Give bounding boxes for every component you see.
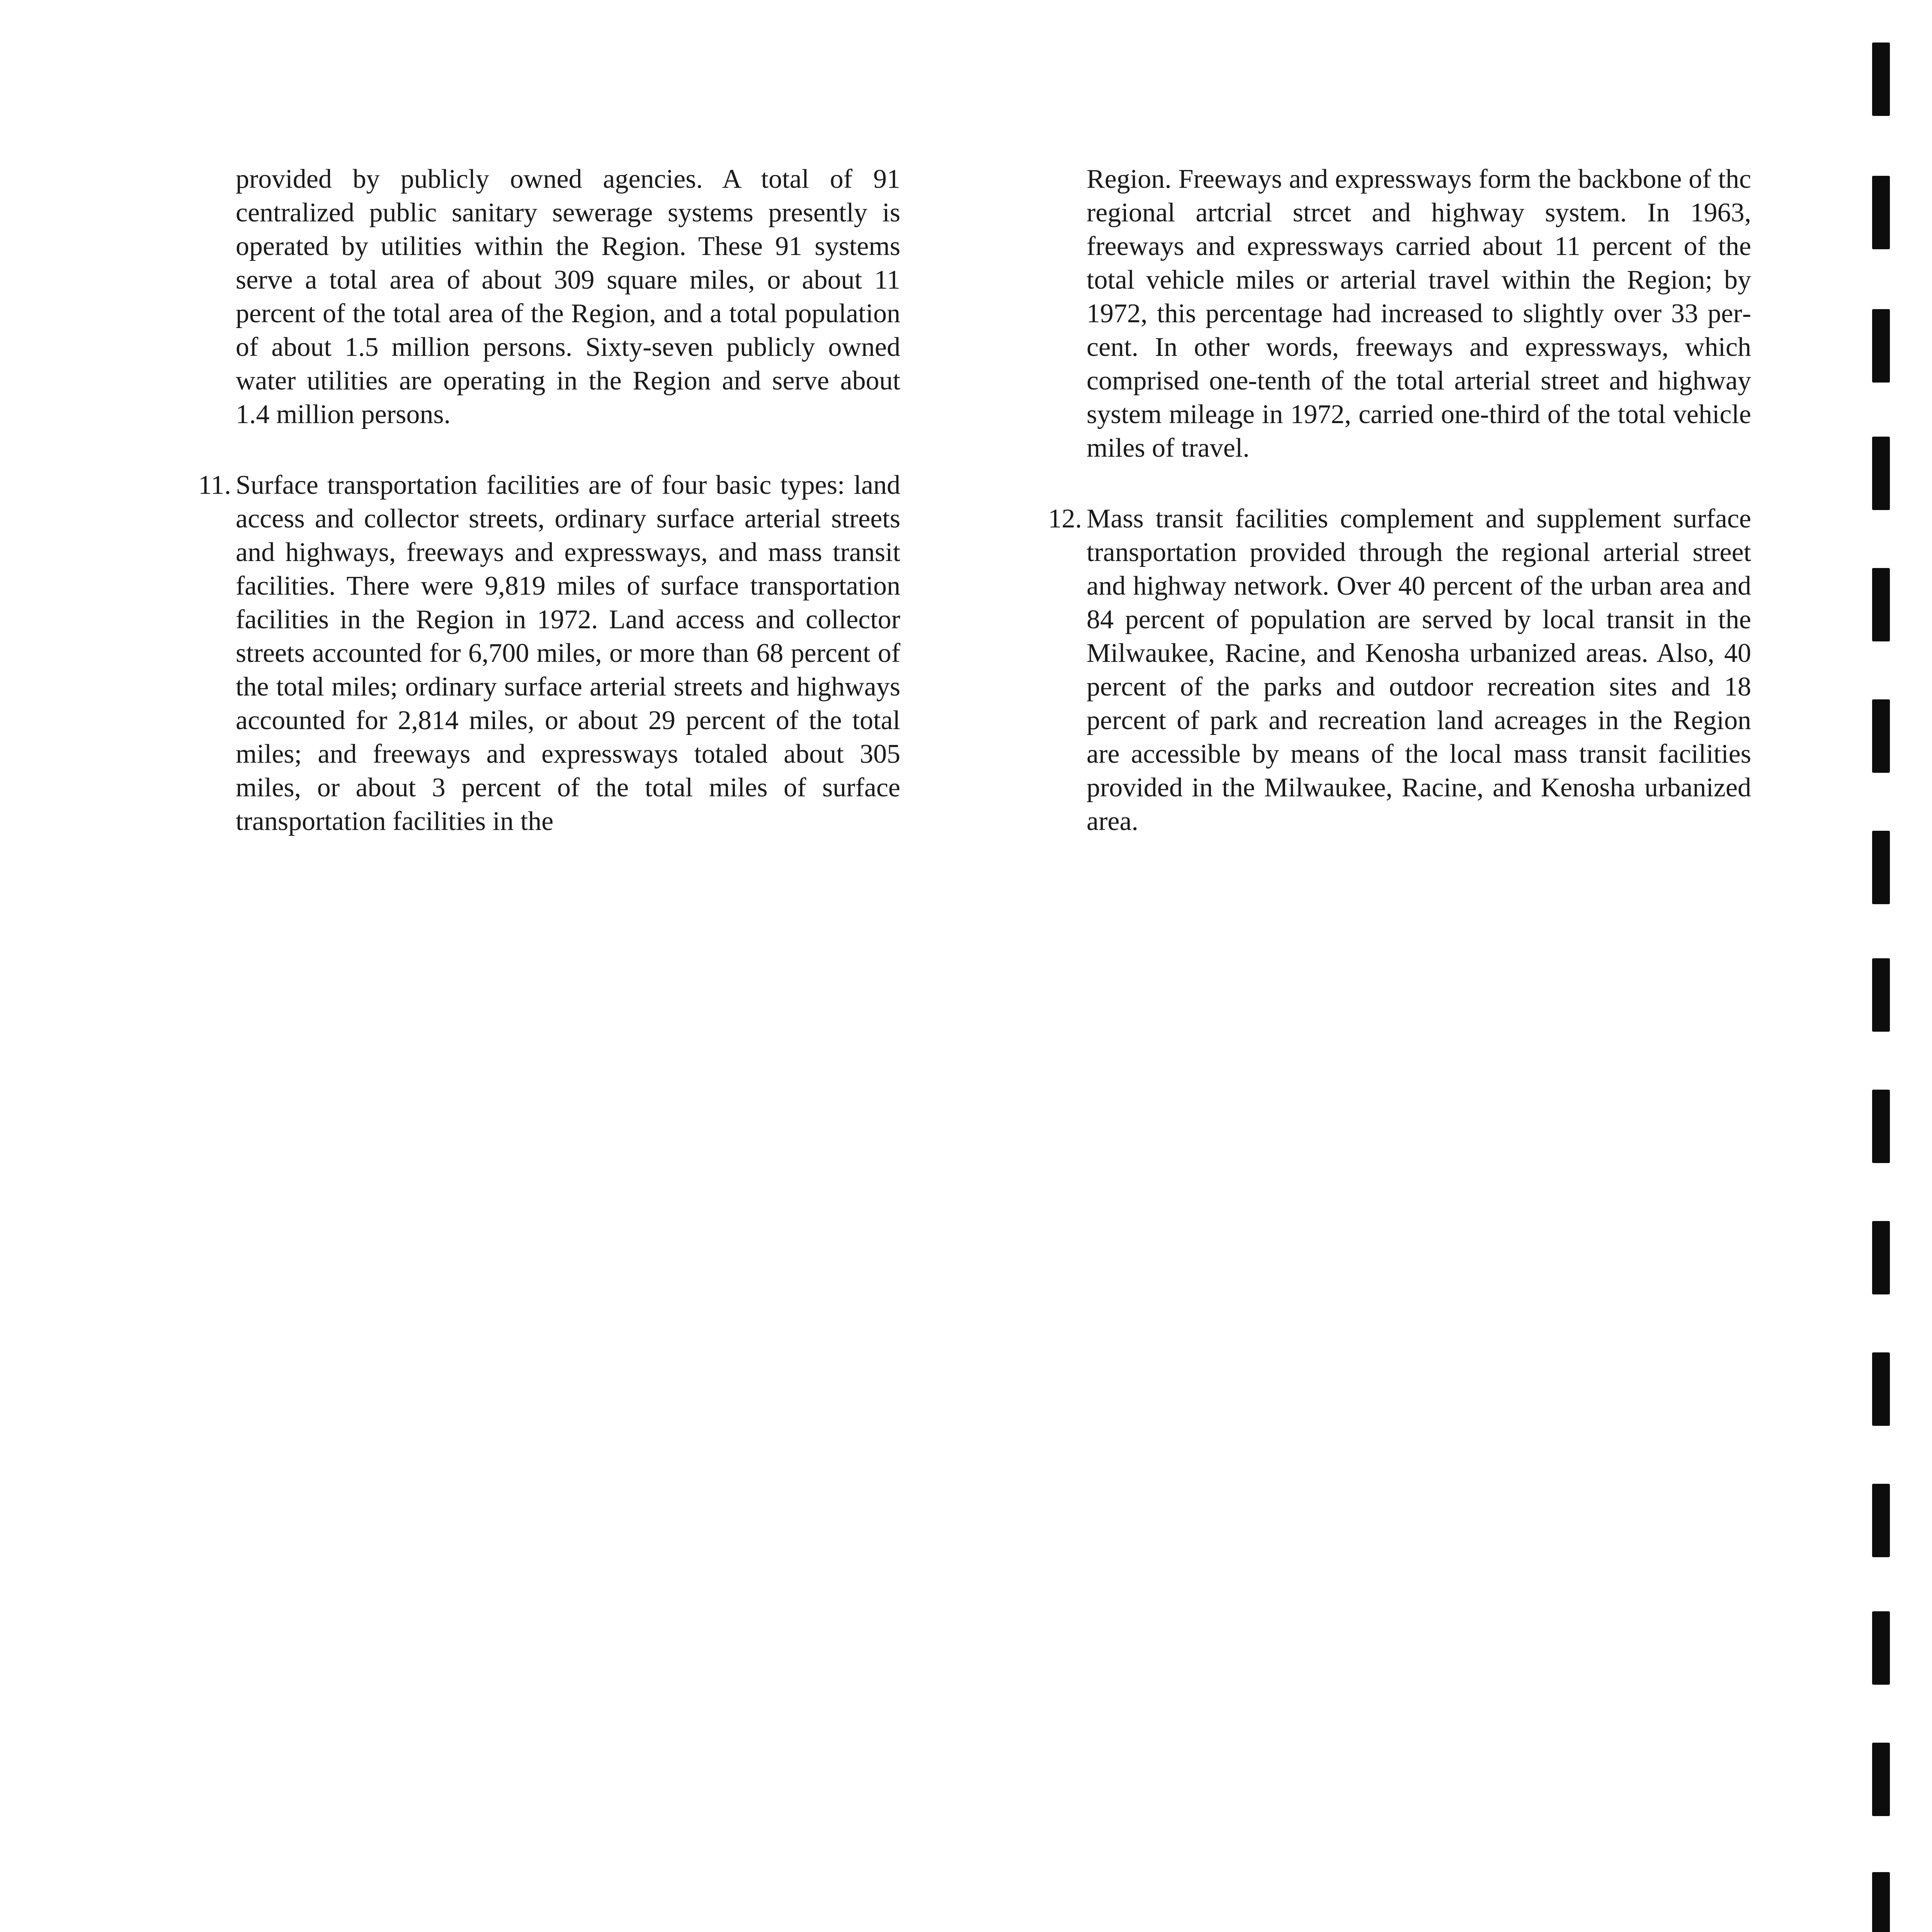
binding-mark (1872, 699, 1890, 773)
left-continuation-paragraph: provided by publicly owned agencies. A total of 91 centralized public sanitary sewerage systems presently is operated by utilities within the Region. These 91 systems serve a total area of about 309 square miles, or about 11 percent of the total area of the Region, and a total population of about 1.5 million persons. Sixty-seven publicly owned water utilities are operating in the Region and serve about 1.4 million persons. (236, 164, 900, 429)
right-column (1048, 162, 1751, 838)
list-item-11 (198, 468, 900, 838)
binding-mark (1872, 958, 1890, 1032)
binding-mark (1872, 1352, 1890, 1426)
comb-binding-marks (1872, 0, 1895, 1932)
binding-mark (1872, 831, 1890, 904)
item-number-12: 12. (1048, 504, 1082, 534)
left-column (198, 162, 900, 838)
list-item-12 (1048, 502, 1751, 838)
binding-mark (1872, 1872, 1890, 1932)
binding-mark (1872, 1743, 1890, 1816)
binding-mark (1872, 309, 1890, 383)
binding-mark (1872, 1484, 1890, 1557)
binding-mark (1872, 1611, 1890, 1685)
binding-mark (1872, 1221, 1890, 1294)
right-continuation-paragraph: Region. Freeways and expressways form the backbone of thc regional artcrial strcet and highway system. In 1963, freeways and expressways carried about 11 percent of the total vehicle miles or arterial travel within the Region; by 1972, this percentage had increased to slightly over 33 percent. In other words, freeways and expressways, which comprised one-tenth of the total arterial street and highway system mileage in 1972, carried one-third of the total vehicle miles of travel. (1087, 164, 1751, 463)
binding-mark (1872, 1090, 1890, 1163)
binding-mark (1872, 568, 1890, 641)
item-text-11: Surface transportation facilities are of four basic types: land access and collector streets, ordinary surface arterial streets and highways, freeways and expressways, and mass transit facilities. There were 9,819 miles of surface transportation facilities in the Region in 1972. Land access and collector streets accounted for 6,700 miles, or more than 68 percent of the total miles; ordinary surface arterial streets and highways accounted for 2,814 miles, or about 29 percent of the total miles; and freeways and expressways totaled about 305 miles, or about 3 percent of the total miles of surface transportation facilities in the (236, 470, 900, 836)
item-text-12: Mass transit facilities complement and supplement surface transportation provided through the regional arterial street and highway network. Over 40 percent of the urban area and 84 percent of population are served by local transit in the Milwaukee, Racine, and Kenosha urbanized areas. Also, 40 percent of the parks and outdoor recreation sites and 18 percent of park and recreation land acreages in the Region are accessible by means of the local mass transit facilities provided in the Milwaukee, Racine, and Kenosha urbanized area. (1087, 504, 1751, 836)
binding-mark (1872, 43, 1890, 116)
item-number-11: 11. (198, 470, 231, 500)
binding-mark (1872, 176, 1890, 249)
binding-mark (1872, 437, 1890, 510)
